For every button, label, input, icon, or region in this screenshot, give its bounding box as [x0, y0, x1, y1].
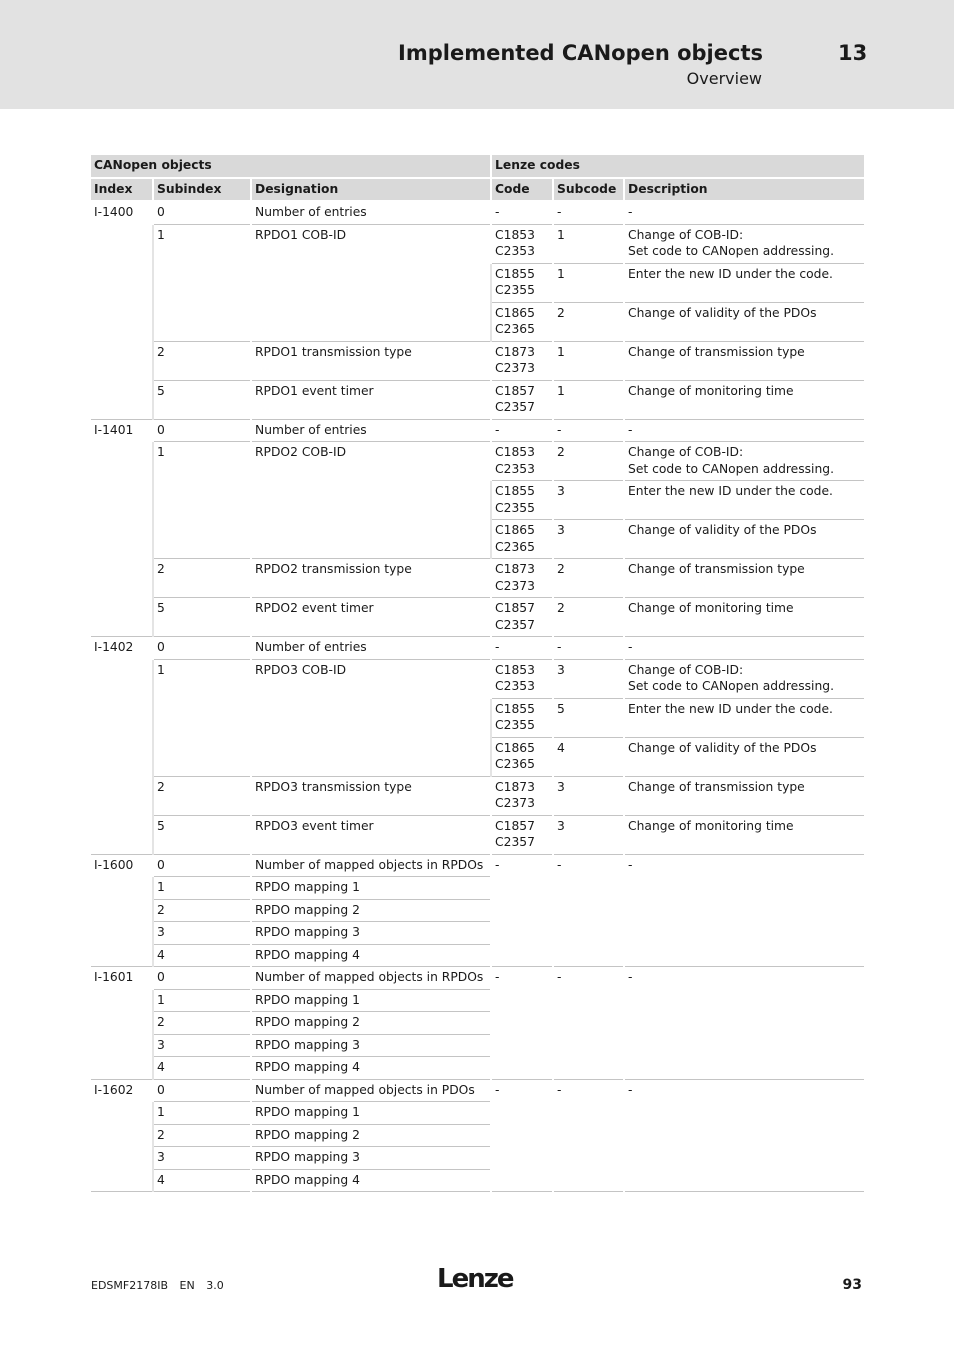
designation-cell: Number of entries	[251, 419, 491, 442]
designation-cell: RPDO3 transmission type	[251, 776, 491, 815]
designation-cell: RPDO mapping 4	[251, 944, 491, 967]
description-cell: Change of COB-ID: Set code to CANopen addressing.	[624, 224, 864, 263]
description-cell: Enter the new ID under the code.	[624, 263, 864, 302]
description-cell: -	[624, 967, 864, 1080]
description-cell: -	[624, 1079, 864, 1192]
description-cell: -	[624, 419, 864, 442]
code-cell: -	[491, 854, 553, 967]
code-cell: C1853 C2353	[491, 442, 553, 481]
subcode-cell: 2	[553, 559, 624, 598]
subindex-cell: 2	[153, 776, 251, 815]
column-header-subcode: Subcode	[553, 178, 624, 202]
subcode-cell: 2	[553, 442, 624, 481]
section-subtitle: Overview	[686, 69, 762, 88]
document-id: EDSMF2178IB	[91, 1279, 169, 1292]
code-cell: -	[491, 637, 553, 660]
code-cell: C1857 C2357	[491, 380, 553, 419]
designation-cell: RPDO mapping 2	[251, 899, 491, 922]
code-cell: -	[491, 1079, 553, 1192]
table-row	[91, 637, 864, 660]
subcode-cell: 4	[553, 737, 624, 776]
subcode-cell: -	[553, 854, 624, 967]
group-header-lenze: Lenze codes	[491, 155, 864, 178]
page-number: 93	[842, 1277, 862, 1293]
document-language: EN	[179, 1279, 195, 1292]
column-header-description: Description	[624, 178, 864, 202]
table-body	[91, 201, 864, 1192]
canopen-objects-table	[91, 155, 864, 1192]
subindex-cell: 1	[153, 442, 251, 559]
subcode-cell: -	[553, 201, 624, 224]
description-cell: Change of validity of the PDOs	[624, 520, 864, 559]
subindex-cell: 2	[153, 559, 251, 598]
code-cell: -	[491, 201, 553, 224]
table-row	[91, 224, 864, 263]
table-row	[91, 419, 864, 442]
index-cell: I-1402	[91, 637, 153, 855]
designation-cell: RPDO mapping 1	[251, 877, 491, 900]
column-header-code: Code	[491, 178, 553, 202]
code-cell: C1865 C2365	[491, 737, 553, 776]
subcode-cell: -	[553, 419, 624, 442]
description-cell: Change of monitoring time	[624, 598, 864, 637]
subindex-cell: 3	[153, 1147, 251, 1170]
subcode-cell: 1	[553, 341, 624, 380]
index-cell: I-1602	[91, 1079, 153, 1192]
code-cell: C1855 C2355	[491, 263, 553, 302]
code-cell: C1865 C2365	[491, 520, 553, 559]
designation-cell: RPDO mapping 3	[251, 1034, 491, 1057]
code-cell: C1855 C2355	[491, 481, 553, 520]
subindex-cell: 1	[153, 1102, 251, 1125]
subindex-cell: 1	[153, 989, 251, 1012]
subcode-cell: 2	[553, 302, 624, 341]
designation-cell: RPDO1 transmission type	[251, 341, 491, 380]
column-header-row	[91, 178, 864, 202]
logo-wordmark: Lenze	[437, 1264, 513, 1292]
designation-cell: RPDO1 COB-ID	[251, 224, 491, 341]
description-cell: Change of COB-ID: Set code to CANopen addressing.	[624, 659, 864, 698]
table-row	[91, 659, 864, 698]
subindex-cell: 3	[153, 1034, 251, 1057]
subcode-cell: 1	[553, 263, 624, 302]
group-header-row	[91, 155, 864, 178]
table-row	[91, 201, 864, 224]
table-row	[91, 380, 864, 419]
subindex-cell: 2	[153, 899, 251, 922]
table-row	[91, 967, 864, 990]
subcode-cell: -	[553, 637, 624, 660]
subindex-cell: 1	[153, 659, 251, 776]
subindex-cell: 2	[153, 1012, 251, 1035]
table-row	[91, 854, 864, 877]
table-row	[91, 815, 864, 854]
subindex-cell: 0	[153, 637, 251, 660]
description-cell: Change of monitoring time	[624, 815, 864, 854]
code-cell: C1873 C2373	[491, 559, 553, 598]
table-row	[91, 341, 864, 380]
chapter-title: Implemented CANopen objects	[398, 41, 763, 65]
subcode-cell: 3	[553, 815, 624, 854]
table-row	[91, 1079, 864, 1102]
subindex-cell: 3	[153, 922, 251, 945]
subindex-cell: 4	[153, 944, 251, 967]
subindex-cell: 0	[153, 201, 251, 224]
subcode-cell: -	[553, 1079, 624, 1192]
column-header-index: Index	[91, 178, 153, 202]
subindex-cell: 4	[153, 1169, 251, 1192]
subindex-cell: 4	[153, 1057, 251, 1080]
description-cell: Change of validity of the PDOs	[624, 737, 864, 776]
subcode-cell: -	[553, 967, 624, 1080]
description-cell: Change of transmission type	[624, 341, 864, 380]
page-header	[0, 0, 954, 109]
subcode-cell: 3	[553, 520, 624, 559]
subindex-cell: 2	[153, 1124, 251, 1147]
designation-cell: Number of entries	[251, 201, 491, 224]
description-cell: Enter the new ID under the code.	[624, 481, 864, 520]
subindex-cell: 0	[153, 1079, 251, 1102]
subindex-cell: 0	[153, 419, 251, 442]
table-row	[91, 559, 864, 598]
group-header-canopen: CANopen objects	[91, 155, 491, 178]
description-cell: Enter the new ID under the code.	[624, 698, 864, 737]
designation-cell: Number of mapped objects in PDOs	[251, 1079, 491, 1102]
designation-cell: Number of mapped objects in RPDOs	[251, 967, 491, 990]
code-cell: C1857 C2357	[491, 598, 553, 637]
code-cell: C1873 C2373	[491, 341, 553, 380]
designation-cell: RPDO mapping 4	[251, 1169, 491, 1192]
designation-cell: RPDO mapping 4	[251, 1057, 491, 1080]
subcode-cell: 3	[553, 659, 624, 698]
table-row	[91, 442, 864, 481]
designation-cell: RPDO mapping 1	[251, 989, 491, 1012]
table-row	[91, 598, 864, 637]
chapter-number: 13	[838, 41, 868, 65]
code-cell: C1853 C2353	[491, 224, 553, 263]
subindex-cell: 0	[153, 854, 251, 877]
subindex-cell: 2	[153, 341, 251, 380]
description-cell: Change of COB-ID: Set code to CANopen addressing.	[624, 442, 864, 481]
designation-cell: RPDO mapping 1	[251, 1102, 491, 1125]
designation-cell: Number of mapped objects in RPDOs	[251, 854, 491, 877]
description-cell: -	[624, 201, 864, 224]
code-cell: C1865 C2365	[491, 302, 553, 341]
designation-cell: RPDO3 event timer	[251, 815, 491, 854]
designation-cell: RPDO1 event timer	[251, 380, 491, 419]
description-cell: -	[624, 854, 864, 967]
subindex-cell: 5	[153, 815, 251, 854]
subcode-cell: 1	[553, 224, 624, 263]
description-cell: Change of validity of the PDOs	[624, 302, 864, 341]
designation-cell: RPDO mapping 3	[251, 1147, 491, 1170]
column-header-subindex: Subindex	[153, 178, 251, 202]
subindex-cell: 5	[153, 598, 251, 637]
column-header-designation: Designation	[251, 178, 491, 202]
footer-document-info	[91, 1279, 232, 1292]
subcode-cell: 3	[553, 481, 624, 520]
designation-cell: RPDO2 COB-ID	[251, 442, 491, 559]
index-cell: I-1601	[91, 967, 153, 1080]
designation-cell: Number of entries	[251, 637, 491, 660]
subcode-cell: 5	[553, 698, 624, 737]
subcode-cell: 3	[553, 776, 624, 815]
code-cell: -	[491, 967, 553, 1080]
code-cell: C1853 C2353	[491, 659, 553, 698]
subcode-cell: 1	[553, 380, 624, 419]
designation-cell: RPDO2 transmission type	[251, 559, 491, 598]
lenze-logo	[437, 1262, 515, 1292]
designation-cell: RPDO3 COB-ID	[251, 659, 491, 776]
index-cell: I-1600	[91, 854, 153, 967]
subindex-cell: 1	[153, 877, 251, 900]
code-cell: -	[491, 419, 553, 442]
subindex-cell: 0	[153, 967, 251, 990]
designation-cell: RPDO mapping 2	[251, 1012, 491, 1035]
designation-cell: RPDO mapping 2	[251, 1124, 491, 1147]
description-cell: -	[624, 637, 864, 660]
table-row	[91, 776, 864, 815]
code-cell: C1857 C2357	[491, 815, 553, 854]
description-cell: Change of transmission type	[624, 559, 864, 598]
description-cell: Change of transmission type	[624, 776, 864, 815]
index-cell: I-1400	[91, 201, 153, 419]
code-cell: C1873 C2373	[491, 776, 553, 815]
description-cell: Change of monitoring time	[624, 380, 864, 419]
subindex-cell: 5	[153, 380, 251, 419]
designation-cell: RPDO mapping 3	[251, 922, 491, 945]
index-cell: I-1401	[91, 419, 153, 637]
designation-cell: RPDO2 event timer	[251, 598, 491, 637]
subindex-cell: 1	[153, 224, 251, 341]
code-cell: C1855 C2355	[491, 698, 553, 737]
subcode-cell: 2	[553, 598, 624, 637]
document-version: 3.0	[206, 1279, 224, 1292]
